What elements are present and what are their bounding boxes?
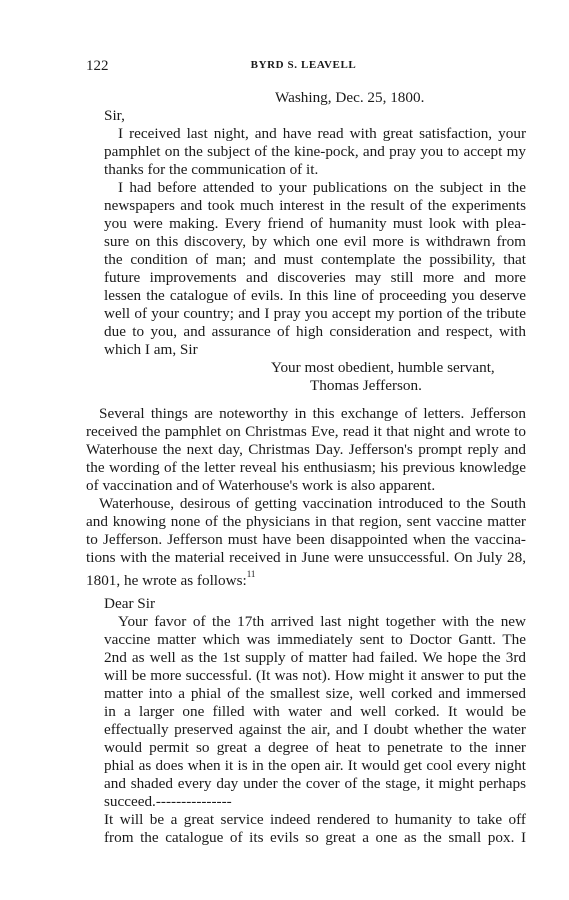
letter-line: vaccine matter which was immediately sent to Doctor Gantt. The [104,631,526,648]
letter-line: and shaded every day under the cover of the stage, it might perhaps [104,775,526,792]
letter-salutation: Dear Sir [104,595,156,612]
letter-line: in a larger one filled with water and well corked. It would be [104,703,526,720]
letter-line: lessen the catalogue of evils. In this line of proceeding you deserve [104,287,526,304]
letter-line: which I am, Sir [104,341,198,358]
body-line: and knowing none of the physicians in that region, sent vaccine matter [86,513,526,530]
letter-line: pamphlet on the subject of the kine-pock, and pray you to accept my [104,143,526,160]
letter-line: 2nd as well as the 1st supply of matter had failed. We hope the 3rd [104,649,526,666]
footnote-reference: 11 [246,569,256,579]
letter-line: succeed.--------------- [104,793,232,810]
letter-line: due to you, and assurance of high consideration and respect, with [104,323,526,340]
letter-line: Your favor of the 17th arrived last night together with the new [118,613,526,630]
body-line: tions with the material received in June were unsuccessful. On July 28, [86,549,526,566]
letter-line: phial as does when it is in the open air. It would get cool every night [104,757,526,774]
body-line: to Jefferson. Jefferson must have been disappointed when the vaccina- [86,531,526,548]
letter-salutation: Sir, [104,107,125,124]
letter-dateline: Washing, Dec. 25, 1800. [275,89,425,106]
letter-line: would permit so great a degree of heat to penetrate to the inner [104,739,526,756]
running-head: BYRD S. LEAVELL [250,59,357,71]
letter-line: you were making. Every friend of humanity must look with plea- [104,215,526,232]
letter-line: I had before attended to your publications on the subject in the [118,179,526,196]
letter-line: effectually preserved against the air, and I doubt whether the water [104,721,526,738]
letter-line: will be more successful. (It was not). How might it answer to put the [104,667,526,684]
page-number: 122 [86,58,109,74]
body-line [86,567,526,590]
letter-signature: Thomas Jefferson. [310,377,422,394]
letter-line: the condition of man; and must contemplate the possibility, that [104,251,526,268]
letter-line: newspapers and took much interest in the result of the experiments [104,197,526,214]
body-line: Waterhouse, desirous of getting vaccination introduced to the South [99,495,526,512]
letter-line: well of your country; and I pray you accept my portion of the tribute [104,305,526,322]
letter-line: matter into a phial of the smallest size, well corked and immersed [104,685,526,702]
body-line-text: 1801, he wrote as follows: [86,572,247,590]
letter-line: future improvements and discoveries may still more and more [104,269,526,286]
letter-line: sure on this discovery, by which one evil more is withdrawn from [104,233,526,250]
letter-line: thanks for the communication of it. [104,161,319,178]
letter-line: It will be a great service indeed rendered to humanity to take off [104,811,526,828]
body-line: Waterhouse the next day, Christmas Day. Jefferson's prompt reply and [86,441,526,458]
letter-closing: Your most obedient, humble servant, [271,359,495,376]
letter-line: from the catalogue of its evils so great a one as the small pox. I [104,829,526,846]
body-line: received the pamphlet on Christmas Eve, read it that night and wrote to [86,423,526,440]
body-line: of vaccination and of Waterhouse's work is also apparent. [86,477,436,494]
letter-line: I received last night, and have read with great satisfaction, your [118,125,526,142]
body-line: Several things are noteworthy in this exchange of letters. Jefferson [99,405,526,422]
page-header [86,58,521,78]
body-line: the wording of the letter reveal his enthusiasm; his previous knowledge [86,459,526,476]
